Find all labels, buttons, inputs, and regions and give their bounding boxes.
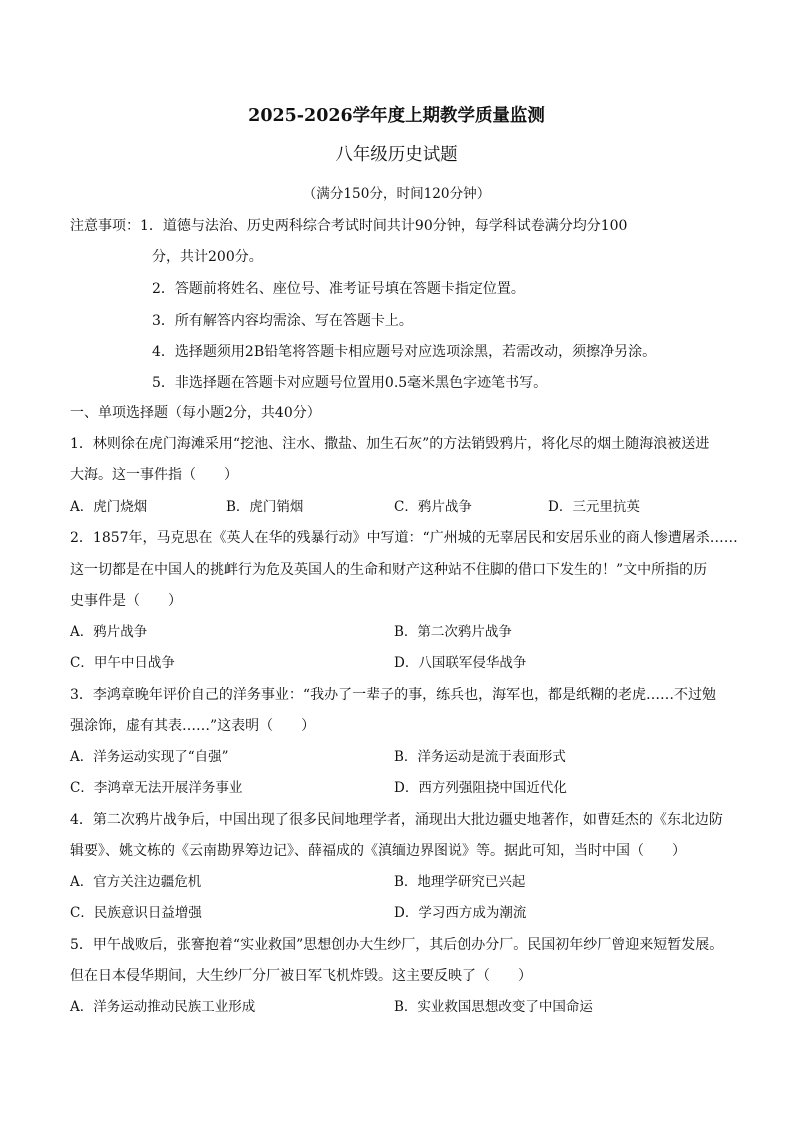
- question-3-option-d: D．西方列强阻挠中国近代化: [394, 780, 567, 796]
- question-5-line-1: 5．甲午战败后，张謇抱着“实业救国”思想创办大生纱厂，其后创办分厂。民国初年纱厂曾迎来短暂发展。: [70, 937, 724, 953]
- question-1-option-a: A．虎门烧烟: [70, 499, 148, 515]
- question-2-line-3: 史事件是（ ）: [70, 593, 182, 609]
- question-4-option-d: D．学习西方成为潮流: [394, 905, 527, 921]
- question-1-option-b: B．虎门销烟: [226, 499, 304, 515]
- notes-line-4: 4．选择题须用2B铅笔将答题卡相应题号对应选项涂黑，若需改动，须擦净另涂。: [152, 344, 657, 360]
- question-2-option-c: C．甲午中日战争: [70, 655, 175, 671]
- exam-score-time: （满分150分，时间120分钟）: [302, 186, 491, 202]
- question-2-option-b: B．第二次鸦片战争: [394, 624, 512, 640]
- question-5-option-a: A．洋务运动推动民族工业形成: [70, 999, 256, 1015]
- question-4-option-c: C．民族意识日益增强: [70, 905, 202, 921]
- question-5-line-2: 但在日本侵华期间，大生纱厂分厂被日军飞机炸毁。这主要反映了（ ）: [70, 968, 532, 984]
- question-4-line-2: 辑要》、姚文栋的《云南勘界筹边记》、薛福成的《滇缅边界图说》等。据此可知，当时中国（ ）: [70, 843, 686, 859]
- question-2-option-a: A．鸦片战争: [70, 624, 148, 640]
- question-2-line-2: 这一切都是在中国人的挑衅行为危及英国人的生命和财产这种站不住脚的借口下发生的！”文中所指的历: [70, 562, 708, 578]
- question-3-line-2: 强涂饰，虚有其表……”这表明（ ）: [70, 718, 316, 734]
- notes-line-2: 2．答题前将姓名、座位号、准考证号填在答题卡指定位置。: [152, 281, 525, 297]
- notes-line-1: 注意事项：1．道德与法治、历史两科综合考试时间共计90分钟，每学科试卷满分均分100: [70, 218, 628, 234]
- exam-title: 2025-2026学年度上期教学质量监测: [248, 106, 545, 126]
- question-1-option-c: C．鸦片战争: [394, 499, 472, 515]
- notes-line-1b: 分，共计200分。: [152, 249, 263, 265]
- question-4-line-1: 4．第二次鸦片战争后，中国出现了很多民间地理学者，涌现出大批边疆史地著作，如曹廷杰的《东北边防: [70, 812, 723, 828]
- question-2-line-1: 2．1857年，马克思在《英人在华的残暴行动》中写道：“广州城的无辜居民和安居乐业的商人惨遭屠杀……: [70, 530, 738, 546]
- question-3-option-a: A．洋务运动实现了“自强”: [70, 749, 229, 765]
- question-1-option-d: D．三元里抗英: [548, 499, 640, 515]
- notes-line-5: 5．非选择题在答题卡对应题号位置用0.5毫米黑色字迹笔书写。: [152, 375, 548, 391]
- question-3-option-b: B．洋务运动是流于表面形式: [394, 749, 566, 765]
- section-heading: 一、单项选择题（每小题2分，共40分）: [70, 405, 321, 421]
- question-3-line-1: 3．李鸿章晚年评价自己的洋务事业：“我办了一辈子的事，练兵也，海军也，都是纸糊的老虎……不过勉: [70, 687, 717, 703]
- question-4-option-b: B．地理学研究已兴起: [394, 874, 526, 890]
- notes-line-3: 3．所有解答内容均需涂、写在答题卡上。: [152, 313, 413, 329]
- question-4-option-a: A．官方关注边疆危机: [70, 874, 202, 890]
- question-5-option-b: B．实业救国思想改变了中国命运: [394, 999, 593, 1015]
- question-1-line-2: 大海。这一事件指（ ）: [70, 467, 238, 483]
- question-2-option-d: D．八国联军侵华战争: [394, 655, 527, 671]
- question-3-option-c: C．李鸿章无法开展洋务事业: [70, 780, 243, 796]
- exam-subtitle: 八年级历史试题: [335, 145, 458, 165]
- question-1-line-1: 1．林则徐在虎门海滩采用“挖池、注水、撒盐、加生石灰”的方法销毁鸦片，将化尽的烟土随海浪被送进: [70, 436, 710, 452]
